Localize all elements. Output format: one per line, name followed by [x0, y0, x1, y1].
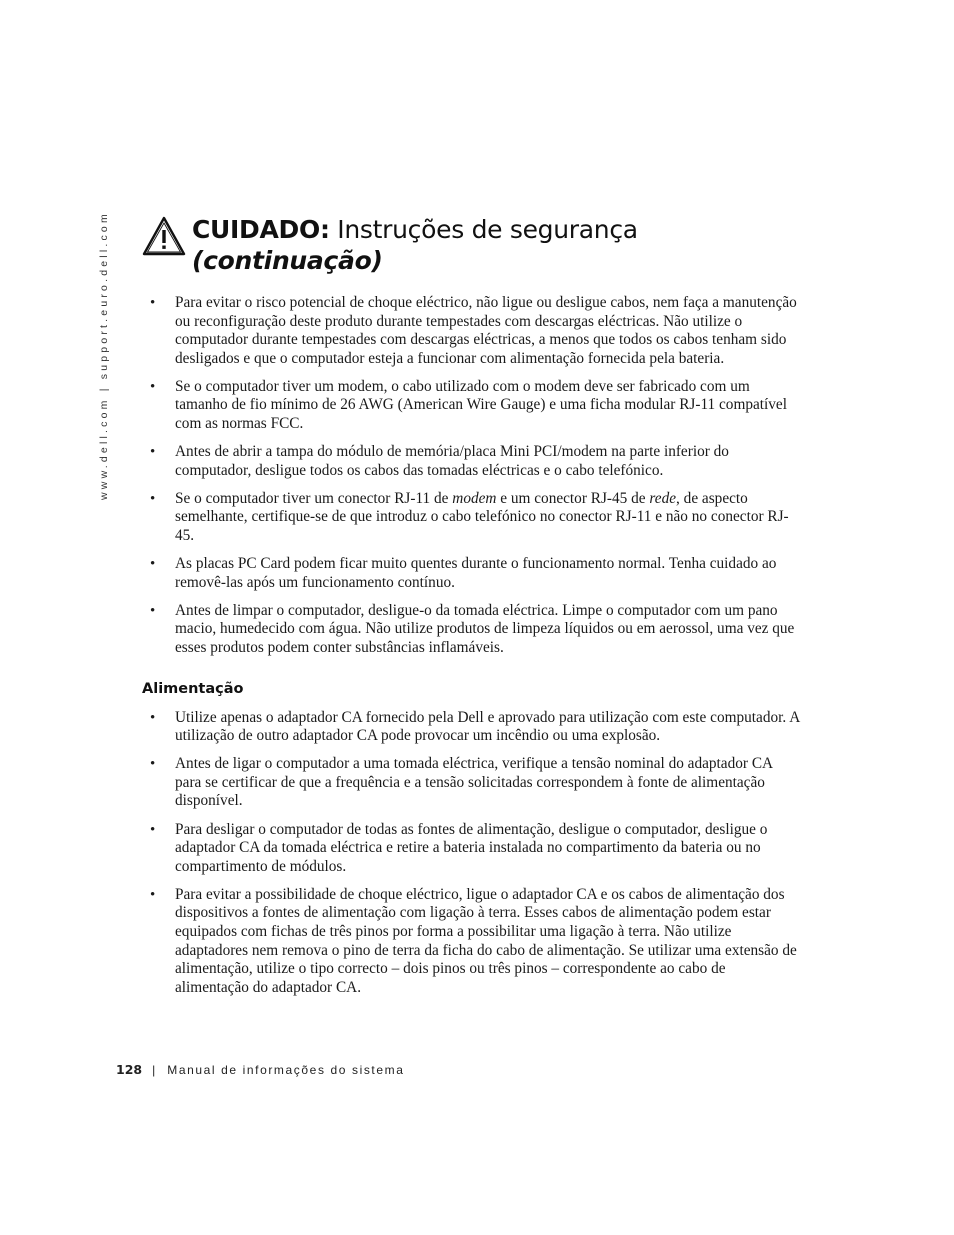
- bullet-icon: •: [150, 556, 156, 573]
- list-item: [142, 602, 802, 658]
- footer-text: Manual de informações do sistema: [167, 1063, 405, 1077]
- list-item: [142, 443, 802, 480]
- list-item: [142, 821, 802, 877]
- list-item-text: Para desligar o computador de todas as fontes de alimentação, desligue o computador, desligue o adaptador CA da tomada eléctrica e retire a bateria instalada no compartimento da bateria ou no compartimento de módulos.: [175, 820, 768, 875]
- title-text: Instruções de segurança: [329, 215, 638, 244]
- bullet-icon: •: [150, 295, 156, 311]
- bullet-icon: •: [150, 490, 156, 507]
- list-item-text: As placas PC Card podem ficar muito quentes durante o funcionamento normal. Tenha cuidado ao removê-las após um funcionamento contínuo.: [175, 555, 777, 591]
- footer-separator: |: [152, 1063, 156, 1077]
- list-item: [142, 755, 802, 811]
- bullet-icon: •: [150, 709, 156, 726]
- content: [142, 294, 802, 1007]
- list-item-text: Antes de limpar o computador, desligue-o da tomada eléctrica. Limpe o computador com um pano macio, humedecido com água. Não utilize produtos de limpeza líquidos ou em aerossol, uma vez que esses produtos podem conter substâncias inflamáveis.: [175, 601, 795, 656]
- list-item-text: Se o computador tiver um modem, o cabo utilizado com o modem deve ser fabricado com um tamanho de fio mínimo de 26 AWG (American Wire Gauge) e uma ficha modular RJ-11 compatível com as normas FCC.: [175, 377, 787, 433]
- title-continuation: (continuação): [192, 246, 383, 275]
- list-item-text: Antes de ligar o computador a uma tomada eléctrica, verifique a tensão nominal do adaptador CA para se certificar de que a frequência e a tensão solicitadas correspondem à fonte de alimentação disponível.: [175, 755, 773, 810]
- emphasis-rede: rede: [649, 489, 677, 507]
- emphasis-modem: modem: [452, 489, 497, 507]
- bullet-icon: •: [150, 378, 156, 395]
- title-block: [142, 214, 802, 276]
- list-item: [142, 886, 802, 998]
- bullet-icon: •: [150, 886, 156, 903]
- page-title: [192, 214, 802, 276]
- list-item: [142, 378, 802, 434]
- list-item-text: Antes de abrir a tampa do módulo de memória/placa Mini PCI/modem na parte inferior do computador, desligue todos os cabos das tomadas eléctricas e o cabo telefónico.: [175, 443, 729, 479]
- list-item-text: Para evitar o risco potencial de choque eléctrico, não ligue ou desligue cabos, nem faça a manutenção ou reconfiguração deste produto durante tempestades com descargas eléctricas. Não utilize o computador durante tempestades com descargas eléctricas, a menos que todos os cabos tenham sido desligados e que o computador esteja a funcionar com alimentação fornecida pela bateria.: [175, 294, 797, 367]
- list-item: [142, 555, 802, 592]
- power-list: [142, 709, 802, 998]
- page-number: 128: [116, 1062, 143, 1077]
- page-footer: [116, 1062, 405, 1077]
- title-caution: CUIDADO:: [192, 215, 330, 244]
- list-item-text: Se o computador tiver um conector RJ-11 de: [175, 489, 453, 507]
- sidebar-url: www.dell.com | support.euro.dell.com: [98, 211, 110, 500]
- list-item: [142, 294, 802, 368]
- bullet-icon: •: [150, 756, 156, 773]
- list-item-text: Utilize apenas o adaptador CA fornecido pela Dell e aprovado para utilização com este computador. A utilização de outro adaptador CA pode provocar um incêndio ou uma explosão.: [175, 708, 800, 745]
- warning-triangle-icon: [142, 216, 186, 256]
- list-item: [142, 490, 802, 546]
- bullet-icon: •: [150, 602, 156, 619]
- bullet-icon: •: [150, 821, 156, 838]
- bullet-icon: •: [150, 444, 156, 461]
- safety-list: [142, 294, 802, 658]
- list-item-text: , de aspecto semelhante, certifique-se de que introduz o cabo telefónico no conector RJ-11 e não no conector RJ-45.: [175, 489, 789, 545]
- list-item: [142, 709, 802, 746]
- section-heading-alimentacao: Alimentação: [142, 680, 244, 697]
- list-item-text: e um conector RJ-45 de: [496, 489, 650, 507]
- list-item-text: Para evitar a possibilidade de choque eléctrico, ligue o adaptador CA e os cabos de alimentação dos dispositivos a fontes de alimentação com ligação à terra. Esses cabos de alimentação podem estar equipados com fichas de três pinos por forma a possibilitar uma ligação à terra. Não utilize adaptadores nem remova o pino de terra da ficha do cabo de alimentação. Se utilizar uma extensão de alimentação, utilize o tipo correcto – dois pinos ou três pinos – correspondente ao cabo de alimentação do adaptador CA.: [175, 885, 797, 996]
